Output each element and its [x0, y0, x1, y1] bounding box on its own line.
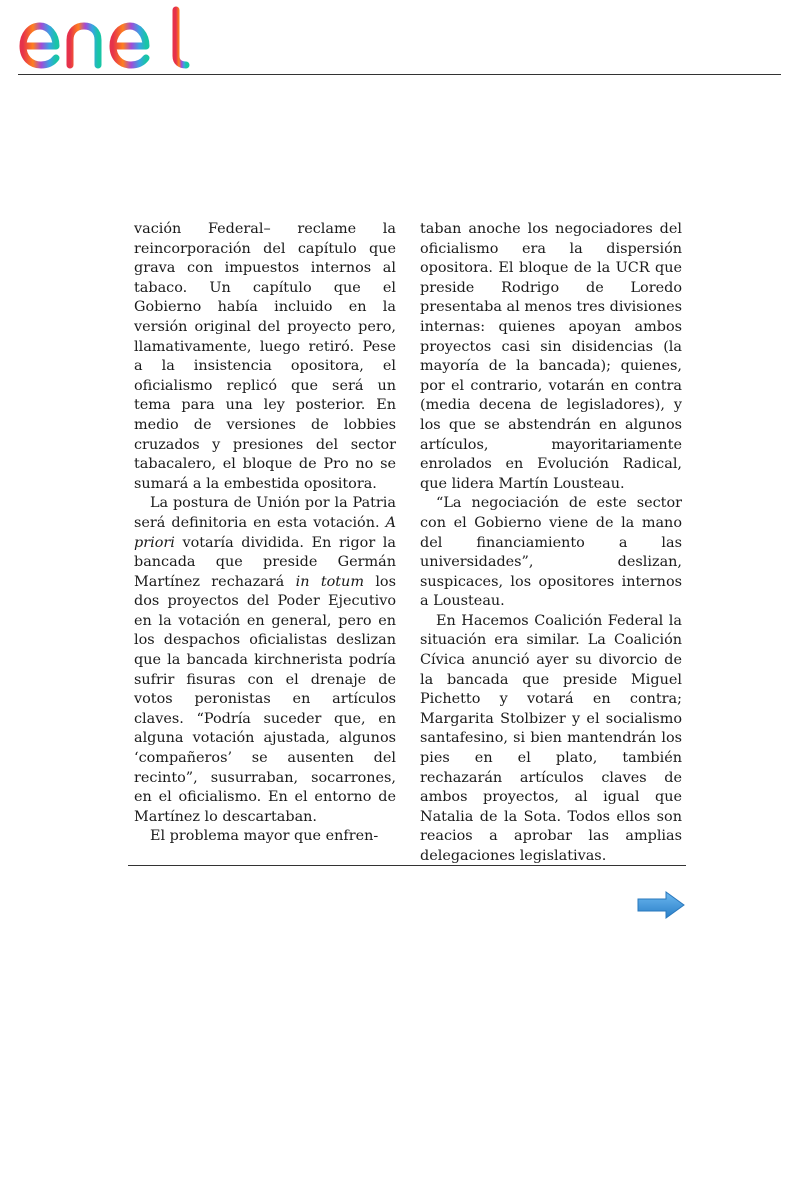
text-run: los dos proyectos del Poder Ejecutivo en la votación en general, pero en los despachos oficialistas deslizan que la bancada kirchnerista podría sufrir fisuras con el drenaje de votos peronistas en artículos claves. “Podría suceder que, en alguna votación ajustada, algunos ‘compañeros’ se ausenten del recinto”, susurraban, socarrones, en el oficialismo. En el entorno de Martínez lo descartaban. [134, 573, 396, 825]
article-column-left [134, 220, 396, 867]
italic-text: in totum [295, 573, 364, 590]
text-run: votaría dividida. En rigor la bancada que preside Germán Martínez rechazará [134, 534, 396, 590]
header-divider [18, 74, 781, 75]
text-run: La postura de Unión por la Patria será definitoria en esta votación. [134, 495, 396, 531]
paragraph: vación Federal– reclame la reincorporación del capítulo que grava con impuestos internos al tabaco. Un capítulo que el Gobierno había incluido en la versión original del proyecto pero, llamativamente, luego retiró. Pese a la insistencia opositora, el oficialismo replicó que será un tema para una ley posterior. En medio de versiones de lobbies cruzados y presiones del sector tabacalero, el bloque de Pro no se sumará a la embestida opositora. [134, 221, 396, 492]
paragraph: En Hacemos Coalición Federal la situación era similar. La Coalición Cívica anunció ayer su divorcio de la bancada que preside Miguel Pichetto y votará en contra; Margarita Stolbizer y el socialismo santafesino, si bien mantendrán los pies en el plato, también rechazarán artículos claves de ambos proyectos, al igual que Natalia de la Sota. Todos ellos son reacios a aprobar las amplias delegaciones legislativas. [420, 612, 682, 864]
article-body [134, 220, 682, 867]
enel-logo [18, 4, 194, 70]
paragraph [134, 494, 396, 827]
article-column-right [420, 220, 682, 867]
footer-divider [128, 865, 686, 866]
paragraph: “La negociación de este sector con el Gobierno viene de la mano del financiamiento a las universidades”, deslizan, suspicaces, los opositores internos a Lousteau. [420, 495, 682, 610]
right-arrow-icon[interactable] [636, 890, 686, 920]
paragraph: El problema mayor que enfren- [150, 828, 379, 845]
italic-text: A priori [134, 514, 396, 551]
paragraph: taban anoche los negociadores del oficialismo era la dispersión opositora. El bloque de la UCR que preside Rodrigo de Loredo presentaba al menos tres divisiones internas: quienes apoyan ambos proyectos casi sin disidencias (la mayoría de la bancada); quienes, por el contrario, votarán en contra (media decena de legisladores), y los que se abstendrán en algunos artículos, mayoritariamente enrolados en Evolución Radical, que lidera Martín Lousteau. [420, 221, 682, 492]
